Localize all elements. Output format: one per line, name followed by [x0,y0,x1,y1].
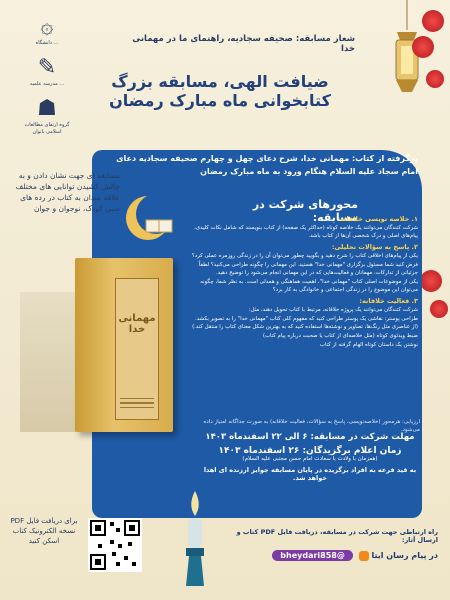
contact-line [218,550,438,561]
axes-content [190,212,418,350]
qr-caption-line: برای دریافت فایل PDF [10,517,78,525]
dates-block [200,432,420,482]
list-item: یکی از پیام‌های اخلاقی کتاب را شرح دهید و بگویید چطور می‌توان آن را در زندگی روزمره عملی کرد؟ [191,253,418,259]
bookshelf-image [20,292,80,432]
result-date-note: (همزمان با ولادت با سعادت امام حسن مجتبی علیه السلام) [242,456,378,462]
list-item: نوشتن یک داستان کوتاه الهام گرفته از کتاب [319,342,418,348]
qr-code-icon [88,518,142,572]
university-logo-caption: دانشگاه ... [35,40,59,46]
slogan: شعار مسابقه: صحیفه سجادیه، راهنمای ما در مهمانی خدا [132,34,355,54]
school-logo-caption: مدرسه علمیه ... [29,81,65,87]
evaluation-note: ارزیابی: هرمحور (خلاصه‌نویسی، پاسخ به سؤالات، فعالیت خلاقانه) به صورت جداگانه امتیاز داده می‌شود. [203,419,420,433]
list-item: طراحی پوستر: نقاشی یک پوستر طراحی کنید که مفهوم کلی کتاب "مهمانی خدا" را به تصویر بکشد. (از عناصری مثل رنگ‌ها، تصاویر و نوشته‌ها استفاده کنید که به بهترین شکل معنای کتاب را منتقل کند.) [192,316,418,330]
eitaa-icon [359,551,369,561]
list-item: یکی از موضوعات اصلی کتاب "مهمانی خدا"، اهمیت هماهنگی و همدلی است. به نظر شما، چگونه می‌توان این موضوع را در زندگی اجتماعی و خانوادگی به کار برد؟ [200,279,418,293]
contact-handle[interactable]: @bheydari858 [272,550,353,561]
book-source-subtitle: برگرفته از کتاب: مهمانی خدا، شرح دعای چهل و چهارم صحیفه سجادیه دعای امام سجاد علیه السلام هنگام ورود به ماه مبارک رمضان [116,154,418,176]
result-date: زمان اعلام برگزیدگان: ۲۶ اسفندماه ۱۴۰۳ [218,446,402,456]
qr-caption [2,516,86,546]
oil-lamp-icon [180,486,210,596]
group-logo [21,96,73,136]
list-item: شرکت کنندگان می‌توانند یک پروژه خلاقانه، مرتبط با کتاب تحویل دهند، مثل: [248,307,418,313]
intro-text: مسابقه ای جهت نشان دادن و به چالش کشیدن توانایی های مختلف علاقه مندان به کتاب در رده های سنی کودک، نوجوان و جوان [15,171,120,213]
deadline-text: مهلت شرکت در مسابقه: ۶ الی ۲۲ اسفندماه ۱۴۰۳ [205,432,415,442]
university-logo [21,14,73,47]
title-line-1: ضیافت الهی، مسابقه بزرگ [111,72,329,91]
list-item: شرکت کنندگان می‌توانند یک خلاصه کوتاه (حداکثر یک صفحه) از کتاب بنویسند که شامل نکات کلیدی، پیام‌های اصلی و درک شخصی آن‌ها از کتاب باشد. [194,225,418,239]
group-logo-caption: گروه ارتقای مطالعات اسلامی بانوان [24,122,70,135]
section-title-summary: ۱. خلاصه نویسی خلاقانه: [337,215,418,223]
contact-block [218,528,438,561]
messenger-label: در پیام رسان ایتا [371,551,438,560]
section-title-questions: ۲. پاسخ به سؤالات تحلیلی: [331,243,418,251]
qr-code[interactable] [88,518,142,572]
qr-caption-line: نسخه الکترونیک کتاب [12,527,76,535]
book-emblem-icon: ✎ [37,55,57,80]
book-cover [75,258,173,432]
list-item: ضبط ویدئوی کوتاه (مثل خلاصه‌ای از کتاب یا صحبت درباره پیام کتاب) [262,333,418,339]
title-line-2: کتابخوانی ماه مبارک رمضان [109,91,331,110]
main-title [70,72,370,110]
section-title-creative: ۳. فعالیت خلاقانه: [359,297,418,305]
book-title: مهمانی خدا [118,313,156,335]
emblem-icon: ۞ [40,14,54,39]
book-cover-lines [120,395,154,412]
qr-caption-line: اسکن کنید [28,537,60,545]
women-emblem-icon: ☗ [37,96,57,121]
book-cover-panel [115,278,159,420]
list-item: فرض کنید شما مسئول برگزاری "مهمانی خدا" هستید. این مهمانی را چگونه طراحی می‌کنید؟ لطفاً جزئیاتی از تدارکات، مهمانان و فعالیت‌هایی که در این مهمانی انجام می‌شود را توضیح دهید. [198,262,418,276]
crescent-quran-icon [120,190,190,245]
axes-title: محورهای شرکت در مسابقه: [252,198,358,224]
prize-note: به قید قرعه به افراد برگزیده در پایان مسابقه جوایز ارزنده ای اهدا خواهد شد. [203,466,417,482]
school-logo [21,55,73,88]
contact-instructions: راه ارتباطی جهت شرکت در مسابقه، دریافت فایل PDF کتاب و ارسال آثار: [236,528,438,544]
